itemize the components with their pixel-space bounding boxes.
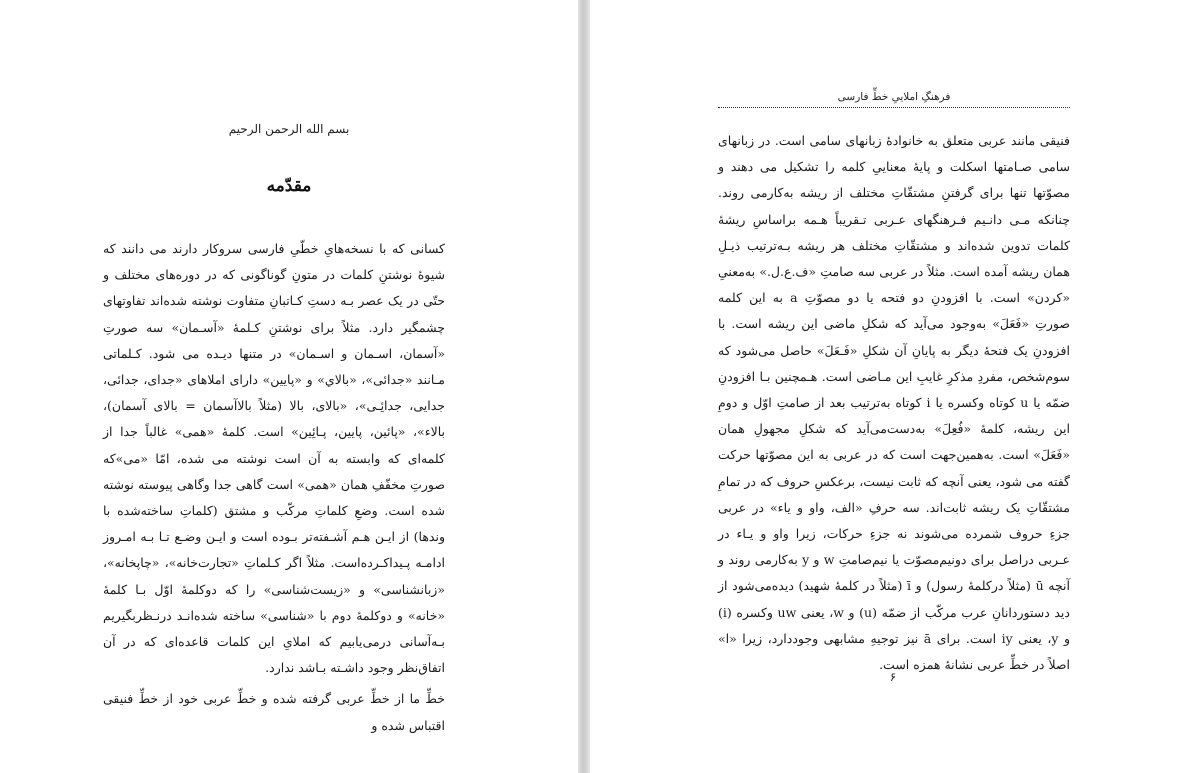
right-page-body [718, 128, 1070, 678]
page-gutter [578, 0, 590, 773]
left-page-body [103, 236, 445, 739]
basmala: بسم الله الرحمن الرحیم [228, 122, 350, 136]
running-head: فرهنگِ املاییِ خطِّ فارسی [718, 91, 1070, 108]
paragraph: فنیقی مانند عربی متعلق به خانوادهٔ زبانهای سامی است. در زبانهای سامی صـامتها اسکلت و پایهٔ معناییِ کلمه را تشکیل می دهند و مصوّتها تنها برای گرفتنِ مشتقّاتِ مختلف از ریشه به‌کارمی روند. چنانکه مـی دانـیم فـرهنگهای عـربی تـقریباً هـمه براساسِ ریشهٔ کلمات تدوین شده‌اند و مشتقّاتِ مختلف هر ریشه بـه‌ترتیب ذیـلِ همان ریشه آمده است. مثلاً در عربی سه صامتِ «ف.ع.ل.» به‌معنیِ «کردن» است. با افزودنِ دو فتحه یا دو مصوّتِ a به این کلمه صورتِ «فَعَلَ» به‌وجود می‌آید که شکلِ ماضی این ریشه است. با افزودنِ یک فتحهٔ دیگر به پایانِ آن شکلِ «فَـعَلَ» حاصل می‌شود که سوم‌شخص، مفردِ مذکرِ غایبِ این مـاضی است. هـمچنین بـا افزودنِ ضمّه یا u کوتاه وکسره یا i کوتاه به‌ترتیب بعد از صامتِ اوّل و دومِ این ریشه، کلمهٔ «فُعِلَ» به‌دست‌می‌آید که شکلِ مجهولِ همان «فَعَلَ» است. به‌همین‌جهت است که در عربی به این مصوّتها حرکت گفته می شود، یعنی آنچه که ثابت نیست، برعکسِ حروف که در تمامِ مشتقّاتِ یک ریشه ثابت‌اند. سه حرفِ «الف، واو و یاء» در عربی جزءِ حروف شمرده می‌شوند نه جزءِ حرکات، زیرا واو و یـاء در عـربی دراصل برای دونیم‌مصوّت یا نیم‌صامتِ w و y به‌کارمی روند و آنچه ū (مثلاً درکلمهٔ رسول) و ī (مثلاً در کلمهٔ شهید) دیده‌می‌شود از دید دستوردانانِ عرب مرکّب از ضمّه (u) و w، یعنی uw وکسره (i) و y، یعنی iy است. برای ā نیز توجیهِ مشابهی وجوددارد، زیرا «ا» اصلاً در خطِّ عربی نشانهٔ همزه است. [718, 133, 1071, 673]
page-number: ۶ [889, 670, 897, 684]
page-title: مقدّمه [266, 176, 312, 196]
paragraph: کسانی که با نسخه‌هایِ خطّیِ فارسی سروکار دارند می دانند که شیوهٔ نوشتنِ کلمات در متونِ گوناگونی که در دوره‌های مختلف و حتّی در یک عصر بـه دستِ کـاتبانِ متفاوت نوشته شده‌اند تفاوتهای چشمگیر دارد. مثلاً برای نوشتنِ کـلمهٔ «آسـمان» سه صورتِ «آسمان، اسـمان و اسـمان» در متنها دیـده می شود. کـلماتی مـانند «جدائی»، «بالاي» و «پايين» دارای املاهای «جدای، جدائی، جدایی، جدائِـی»، «بالای، بالا (مثلاً بالاآسمان = بالای آسمان)، بالاء»، «پائین، پایین، پـائِین» است. کلمهٔ «همی» غالباً جدا از کلمه‌ای که وابسته به آن است نوشته می شده، امّا «می»که صورتِ مخفّفِ همان «همی» است گاهی جدا وگاهی پیوسته نوشته شده است. وضعِ کلماتِ مرکّب و مشتق (کلماتِ ساخته‌شده با وندها) از ایـن هـم آشـفته‌تر بـوده است و ایـن وضـع تـا بـه امـروز ادامـه پـیداکـرده‌است. مثلاً اگر کـلماتِ «تجارت‌خانه»، «چاپخانه»، «زبانشناسی» و «زیست‌شناسی» را که دوکلمهٔ اوّل بـا کلمهٔ «خانه» و دوکلمهٔ دوم با «شناسی» ساخته شده‌انـد درنـظربگیریم بـه‌آسانی درمی‌یابیم که املایِ این کلمات قاعده‌ای که در آن اتفاق‌نظر وجود داشـته بـاشد ندارد. [103, 241, 445, 676]
paragraph: خطِّ ما از خطِّ عربی گرفته شده و خطِّ عربی خود از خطِّ فنیقی اقتباس شده و [103, 691, 445, 733]
left-page [0, 0, 578, 773]
right-page [590, 0, 1180, 773]
